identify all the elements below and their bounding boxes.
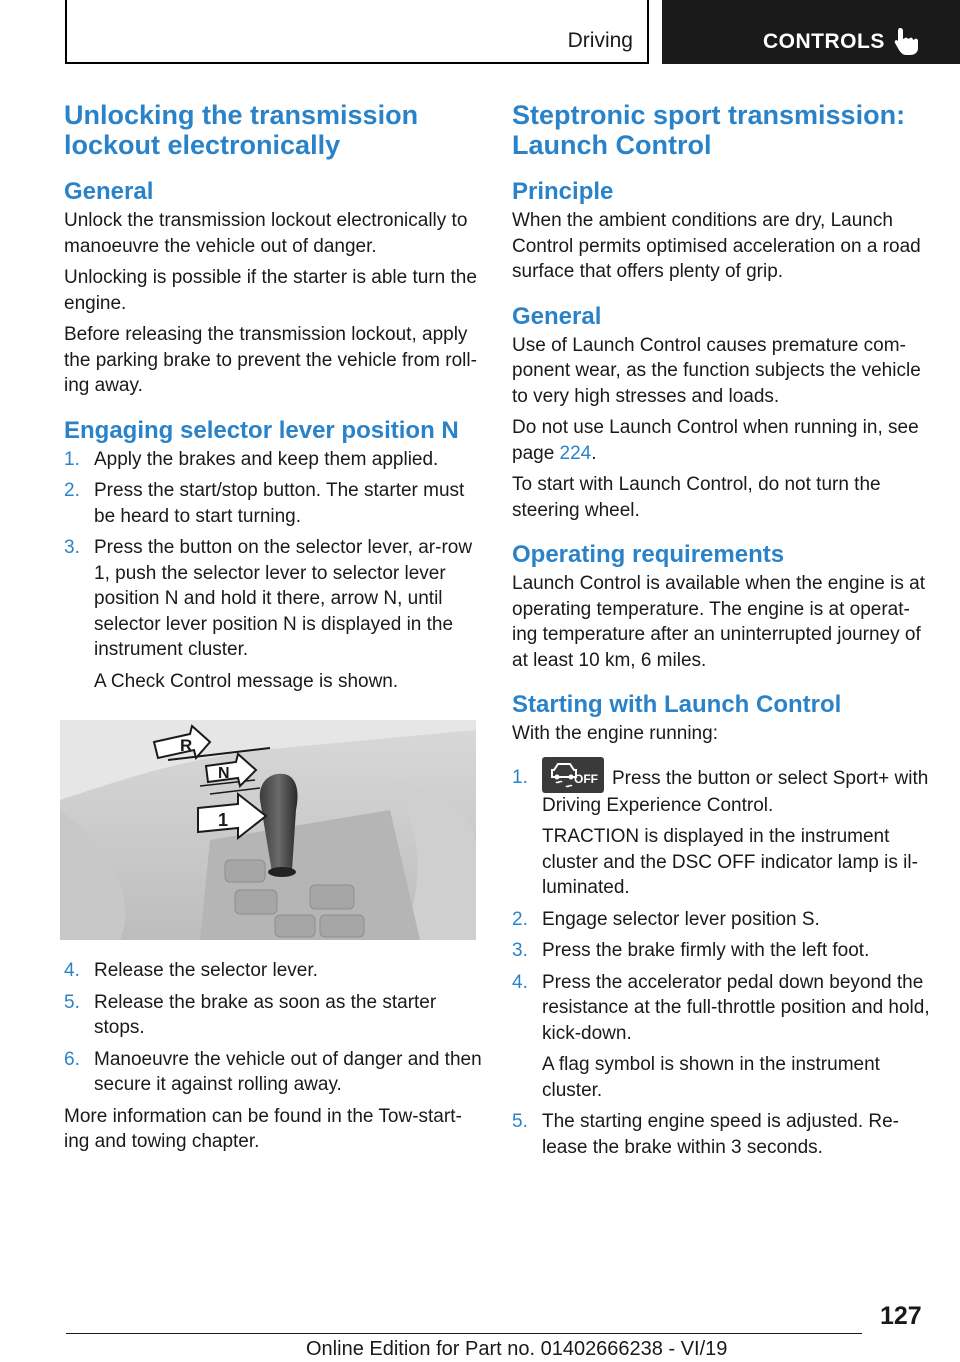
page-link[interactable]: 224 <box>559 442 592 464</box>
page-number: 127 <box>880 1302 922 1330</box>
left-general-p1: Unlock the transmission lockout electronically to manoeuvre the vehicle out of danger. <box>64 210 468 257</box>
list-item: 1. OFF Press the button or select Sport+ with Driving Experience Control. TRACTION is displayed in the instrument cluster and the DSC OFF indicator lamp is il-luminated. <box>512 765 932 901</box>
right-general-heading: General <box>512 302 602 330</box>
hand-pointer-icon <box>894 26 920 56</box>
dsc-off-button-icon: OFF <box>542 757 604 793</box>
operating-heading: Operating requirements <box>512 541 785 568</box>
right-general-section <box>512 303 932 524</box>
list-item: 1. Apply the brakes and keep them applied. <box>64 448 439 470</box>
list-item: 5. The starting engine speed is adjusted. Re-lease the brake within 3 seconds. <box>512 1111 899 1158</box>
left-general-heading: General <box>64 178 154 205</box>
arrow-r-label: R <box>180 736 193 755</box>
starting-intro: With the engine running: <box>512 723 718 744</box>
footer-divider <box>66 1333 862 1334</box>
list-item: 3. Press the brake firmly with the left foot. <box>512 940 870 961</box>
starting-steps <box>512 765 932 1161</box>
more-info-text: More information can be found in the Tow-start-ing and towing chapter. <box>64 1105 462 1152</box>
header-section-label: Driving <box>567 29 633 52</box>
left-title: Unlocking the transmission lockout electronically <box>64 100 419 160</box>
right-column <box>512 100 932 1166</box>
footer-edition: Online Edition for Part no. 01402666238 - VI/19 <box>306 1338 728 1360</box>
arrow-n-label: N <box>218 765 230 782</box>
engaging-steps <box>64 447 482 695</box>
header-chapter-box <box>662 0 960 64</box>
left-column <box>64 100 482 1161</box>
arrow-1-label: 1 <box>218 810 229 830</box>
right-title: Steptronic sport transmission: Launch Control <box>512 100 906 160</box>
operating-p1: Launch Control is available when the engine is at operating temperature. The engine is at operat-ing temperature after an uninterrupted journey of at least 10 km, 6 miles. <box>512 573 925 671</box>
list-item: 4. Press the accelerator pedal down beyond the resistance at the full-throttle position and hold, kick-down. A flag symbol is shown in the instrument cluster. <box>512 971 930 1101</box>
starting-heading: Starting with Launch Control <box>512 691 842 718</box>
list-item: 5. Release the brake as soon as the starter stops. <box>64 991 437 1038</box>
list-item: 4. Release the selector lever. <box>64 960 318 981</box>
engaging-section <box>64 417 482 1155</box>
left-general-section <box>64 178 482 399</box>
header-section-box <box>65 0 649 64</box>
header-chapter-label: CONTROLS <box>763 30 885 53</box>
principle-heading: Principle <box>512 178 614 205</box>
list-item: 2. Press the start/stop button. The starter must be heard to start turning. <box>64 480 465 527</box>
starting-section <box>512 691 932 1160</box>
selector-lever-illustration <box>60 720 476 940</box>
engaging-heading: Engaging selector lever position N <box>64 416 459 444</box>
principle-section <box>512 178 932 285</box>
left-general-p2: Unlocking is possible if the starter is able turn the engine. <box>64 267 477 314</box>
list-item: 6. Manoeuvre the vehicle out of danger and then secure it against rolling away. <box>64 1048 482 1095</box>
list-item: 2. Engage selector lever position S. <box>512 908 820 930</box>
left-general-p3: Before releasing the transmission lockout, apply the parking brake to prevent the vehicle from roll-ing away. <box>64 324 477 396</box>
list-item: 3. Press the button on the selector lever, ar-row 1, push the selector lever to selector lever position N and hold it there, arrow N, until selector lever position N is displayed in the instrument cluster. A Check Control message is shown. <box>64 537 473 692</box>
right-general-p3: To start with Launch Control, do not turn the steering wheel. <box>512 474 881 521</box>
right-general-p2: Do not use Launch Control when running in, see page 224. <box>512 417 919 464</box>
right-general-p1: Use of Launch Control causes premature com-ponent wear, as the function subjects the vehicle to very high stresses and loads. <box>512 334 921 407</box>
operating-section <box>512 541 932 673</box>
principle-p1: When the ambient conditions are dry, Launch Control permits optimised acceleration on a road surface that offers plenty of grip. <box>512 210 921 282</box>
engaging-steps-continued <box>64 958 482 1098</box>
